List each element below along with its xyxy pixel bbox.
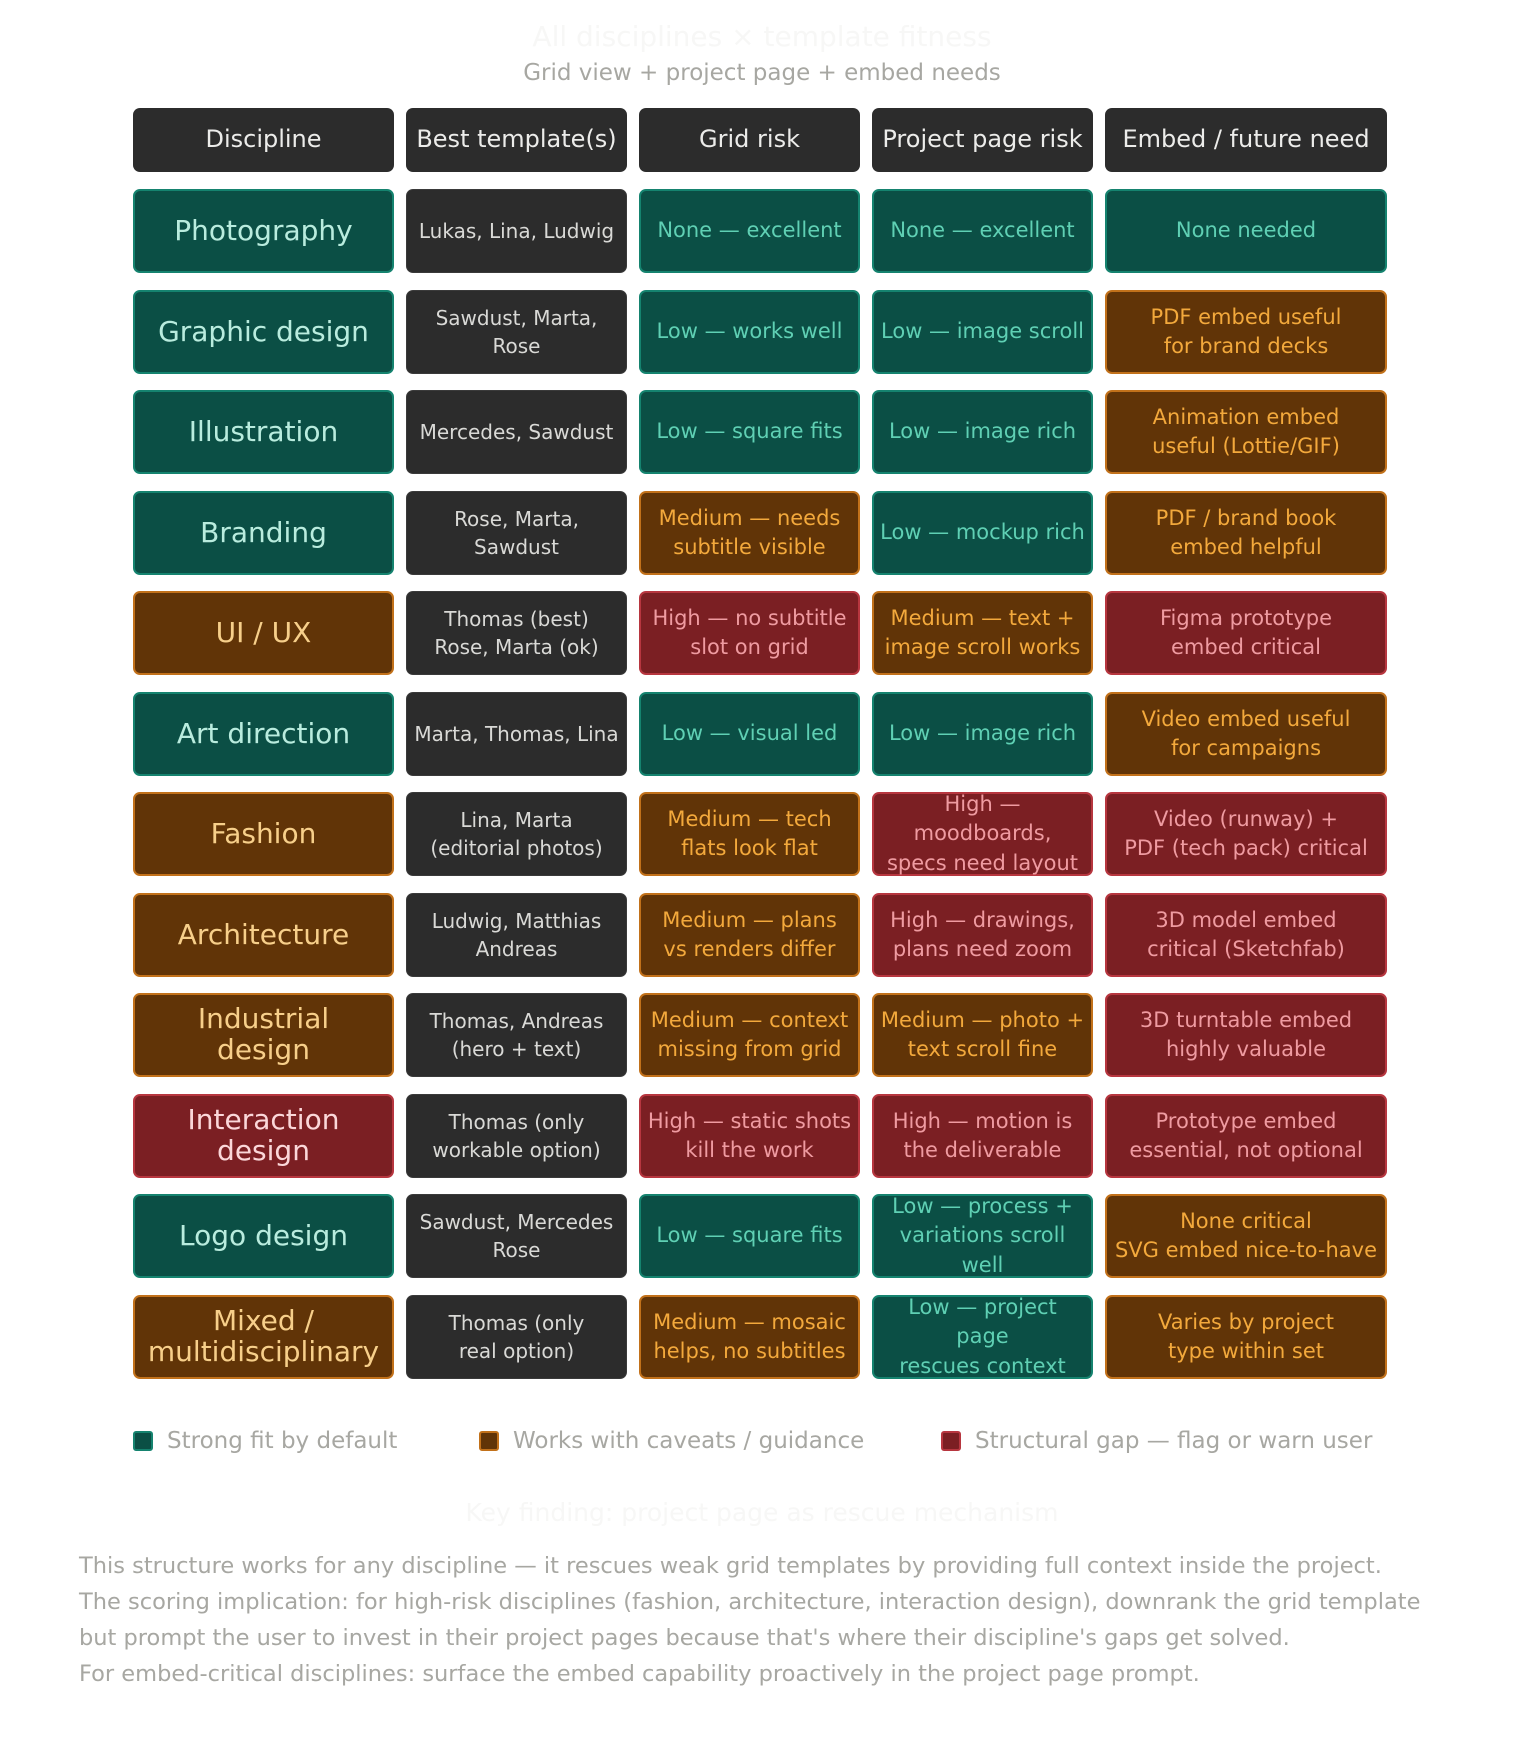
grid-risk-cell: Medium — mosaic helps, no subtitles: [639, 1295, 860, 1379]
page-risk-cell: High — motion is the deliverable: [872, 1094, 1093, 1178]
header-best-templates: Best template(s): [406, 108, 627, 172]
legend-caveats: [479, 1428, 864, 1454]
template-cell: Lina, Marta (editorial photos): [406, 792, 627, 876]
embed-need-cell: None needed: [1105, 189, 1387, 273]
template-cell: Sawdust, Marta, Rose: [406, 290, 627, 374]
grid-risk-cell: High — static shots kill the work: [639, 1094, 860, 1178]
grid-risk-cell: High — no subtitle slot on grid: [639, 591, 860, 675]
legend-strong-fit: [133, 1428, 397, 1454]
legend-swatch-green: [133, 1431, 153, 1451]
key-finding-line: This structure works for any discipline — it rescues weak grid templates by providing full context inside the project.: [79, 1553, 1382, 1579]
discipline-cell: Architecture: [133, 893, 394, 977]
template-cell: Thomas (only real option): [406, 1295, 627, 1379]
legend-label: Strong fit by default: [167, 1428, 398, 1454]
template-cell: Marta, Thomas, Lina: [406, 692, 627, 776]
page-title: All disciplines × template fitness: [532, 20, 992, 53]
template-cell: Thomas (best) Rose, Marta (ok): [406, 591, 627, 675]
page-risk-cell: None — excellent: [872, 189, 1093, 273]
header-embed-need: Embed / future need: [1105, 108, 1387, 172]
legend-swatch-amber: [479, 1431, 499, 1451]
header-grid-risk: Grid risk: [639, 108, 860, 172]
page-risk-cell: Low — image scroll: [872, 290, 1093, 374]
grid-risk-cell: Low — square fits: [639, 390, 860, 474]
page-risk-cell: Low — process + variations scroll well: [872, 1194, 1093, 1278]
embed-need-cell: PDF / brand book embed helpful: [1105, 491, 1387, 575]
key-finding-line: For embed-critical disciplines: surface the embed capability proactively in the project page prompt.: [79, 1661, 1200, 1687]
grid-risk-cell: Low — visual led: [639, 692, 860, 776]
discipline-cell: Illustration: [133, 390, 394, 474]
embed-need-cell: Varies by project type within set: [1105, 1295, 1387, 1379]
embed-need-cell: Prototype embed essential, not optional: [1105, 1094, 1387, 1178]
discipline-cell: Graphic design: [133, 290, 394, 374]
template-cell: Mercedes, Sawdust: [406, 390, 627, 474]
page-risk-cell: High — moodboards, specs need layout: [872, 792, 1093, 876]
page-risk-cell: Low — image rich: [872, 692, 1093, 776]
embed-need-cell: 3D model embed critical (Sketchfab): [1105, 893, 1387, 977]
discipline-cell: Industrial design: [133, 993, 394, 1077]
page-risk-cell: Medium — text + image scroll works: [872, 591, 1093, 675]
legend-label: Structural gap — flag or warn user: [975, 1428, 1373, 1454]
header-project-page-risk: Project page risk: [872, 108, 1093, 172]
discipline-cell: Photography: [133, 189, 394, 273]
embed-need-cell: PDF embed useful for brand decks: [1105, 290, 1387, 374]
template-cell: Sawdust, Mercedes Rose: [406, 1194, 627, 1278]
page-risk-cell: Medium — photo + text scroll fine: [872, 993, 1093, 1077]
discipline-cell: Fashion: [133, 792, 394, 876]
embed-need-cell: Video embed useful for campaigns: [1105, 692, 1387, 776]
legend-structural-gap: [941, 1428, 1372, 1454]
page-risk-cell: Low — project page rescues context: [872, 1295, 1093, 1379]
discipline-cell: Interaction design: [133, 1094, 394, 1178]
embed-need-cell: Animation embed useful (Lottie/GIF): [1105, 390, 1387, 474]
embed-need-cell: Video (runway) + PDF (tech pack) critical: [1105, 792, 1387, 876]
legend-label: Works with caveats / guidance: [513, 1428, 865, 1454]
grid-risk-cell: Medium — context missing from grid: [639, 993, 860, 1077]
embed-need-cell: None critical SVG embed nice-to-have: [1105, 1194, 1387, 1278]
template-cell: Thomas, Andreas (hero + text): [406, 993, 627, 1077]
header-discipline: Discipline: [133, 108, 394, 172]
template-cell: Thomas (only workable option): [406, 1094, 627, 1178]
grid-risk-cell: Low — square fits: [639, 1194, 860, 1278]
template-cell: Rose, Marta, Sawdust: [406, 491, 627, 575]
key-finding-line: but prompt the user to invest in their project pages because that's where their discipline's gaps get solved.: [79, 1625, 1290, 1651]
grid-risk-cell: Low — works well: [639, 290, 860, 374]
grid-risk-cell: Medium — needs subtitle visible: [639, 491, 860, 575]
discipline-cell: UI / UX: [133, 591, 394, 675]
grid-risk-cell: None — excellent: [639, 189, 860, 273]
grid-risk-cell: Medium — plans vs renders differ: [639, 893, 860, 977]
discipline-cell: Art direction: [133, 692, 394, 776]
template-cell: Lukas, Lina, Ludwig: [406, 189, 627, 273]
page-risk-cell: High — drawings, plans need zoom: [872, 893, 1093, 977]
grid-risk-cell: Medium — tech flats look flat: [639, 792, 860, 876]
legend-swatch-red: [941, 1431, 961, 1451]
key-finding-title: Key finding: project page as rescue mechanism: [465, 1498, 1059, 1527]
key-finding-line: The scoring implication: for high-risk disciplines (fashion, architecture, interaction design), downrank the grid template: [79, 1589, 1421, 1615]
discipline-cell: Branding: [133, 491, 394, 575]
embed-need-cell: 3D turntable embed highly valuable: [1105, 993, 1387, 1077]
discipline-cell: Mixed / multidisciplinary: [133, 1295, 394, 1379]
page-risk-cell: Low — image rich: [872, 390, 1093, 474]
template-cell: Ludwig, Matthias Andreas: [406, 893, 627, 977]
page-subtitle: Grid view + project page + embed needs: [523, 60, 1001, 86]
embed-need-cell: Figma prototype embed critical: [1105, 591, 1387, 675]
page-risk-cell: Low — mockup rich: [872, 491, 1093, 575]
discipline-cell: Logo design: [133, 1194, 394, 1278]
